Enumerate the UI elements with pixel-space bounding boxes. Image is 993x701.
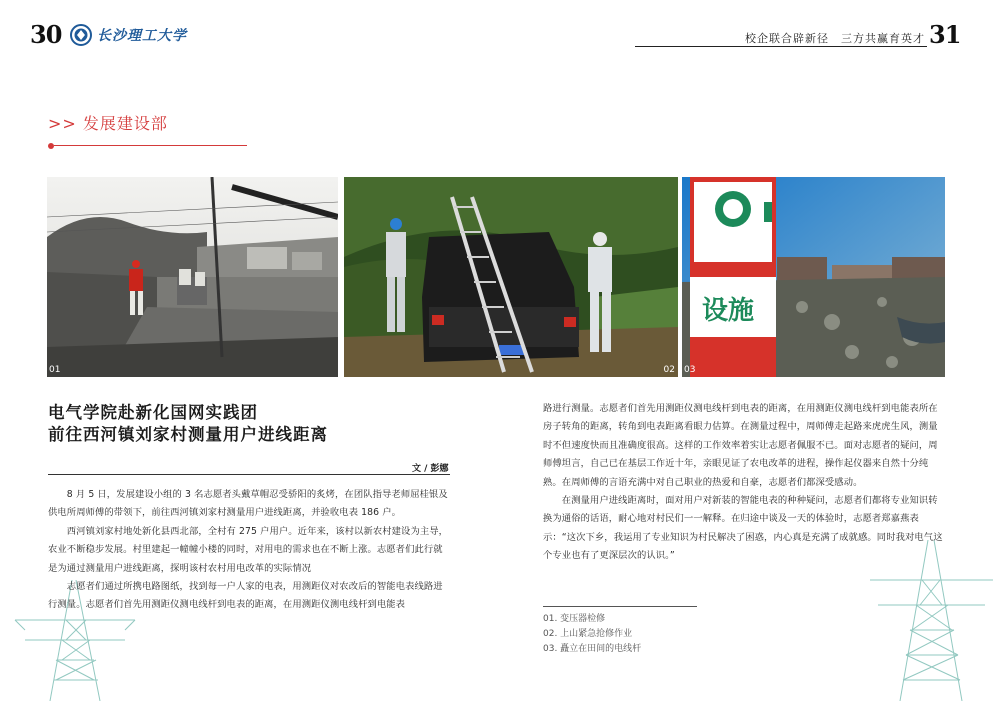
photo-label-02: 02	[663, 365, 675, 375]
section-rule	[54, 145, 247, 146]
section-title: >> 发展建设部	[48, 114, 168, 133]
photo-captions	[543, 612, 641, 657]
photo-label-01: 01	[49, 365, 61, 375]
photo-field-pole	[682, 177, 945, 377]
headline-rule	[48, 474, 450, 475]
byline: 文 / 彭娜	[412, 464, 449, 474]
section-rule-dot	[48, 143, 54, 149]
caption-02: 02. 上山紧急抢修作业	[543, 629, 633, 639]
pole-text: 设施	[702, 296, 755, 326]
headline-line-2: 前往西河镇刘家村测量用户进线距离	[48, 425, 328, 444]
paragraph: 在测量用户进线距离时，面对用户对新装的智能电表的种种疑问，志愿者们都将专业知识转换为通俗的话语，耐心地对村民们一一解释。在归途中谈及一天的体验时，志愿者郑嘉燕表示：“这次下乡，我运用了专业知识为村民解决了困惑，内心真是充满了成就感。同时我对电气这个专业也有了更深层次的认识。”	[543, 495, 943, 562]
caption-03: 03. 矗立在田间的电线杆	[543, 644, 642, 654]
paragraph: 西河镇刘家村地处新化县西北部，全村有 275 户用户。近年来，该村以新农村建设为主导，农业不断稳步发展。村里建起一幢幢小楼的同时，对用电的需求也在不断上涨。志愿者们此行就是为通过测量用户进线距离，探明该村农村用电改革的实际情况	[48, 525, 449, 574]
article-headline	[48, 402, 328, 446]
captions-rule	[543, 606, 697, 607]
paragraph: 8 月 5 日，发展建设小组的 3 名志愿者头戴草帽忍受骄阳的炙烤，在团队指导老师屈桂银及供电所周师傅的带领下，前往西河镇刘家村测量用户进线距离，并验收电表 186 户。	[48, 489, 448, 519]
logo-text: 长沙理工大学	[97, 28, 187, 44]
right-page-number: 31	[929, 20, 961, 49]
headline-line-1: 电气学院赴新化国网实践团	[48, 403, 258, 422]
article-right-column	[543, 400, 946, 566]
university-logo	[70, 24, 187, 46]
caption-01: 01. 变压器检修	[543, 614, 606, 624]
header-rule	[635, 46, 927, 47]
paragraph: 志愿者们通过所携电路图纸，找到每一户人家的电表，用测距仪对农改后的智能电表线路进行测量。志愿者们首先用测距仪测电线杆到电表的距离，在用测距仪测电线杆到电能表	[48, 581, 443, 611]
photo-mountain-repair	[344, 177, 678, 377]
photo-label-03: 03	[684, 365, 696, 375]
header-right-title: 校企联合辟新径 三方共赢育英才	[745, 32, 925, 45]
paragraph: 路进行测量。志愿者们首先用测距仪测电线杆到电表的距离，在用测距仪测电线杆到电能表所在房子转角的距离，转角到电表距离看眼力估算。在测量过程中，周师傅走起路来虎虎生风，测量时不但速度快而且准确度很高。这样的工作效率着实让志愿者佩服不已。面对志愿者的疑问，周师傅坦言，自己已在基层工作近十年，亲眼见证了农电改革的进程，操作起仪器来自然十分纯熟。在周师傅的言语充满中对自己职业的热爱和自豪，志愿者们都深受感动。	[543, 403, 938, 488]
university-emblem-icon	[70, 24, 92, 46]
photo-transformer-repair	[47, 177, 338, 377]
article-left-column	[48, 486, 450, 615]
left-page-number: 30	[30, 20, 62, 49]
